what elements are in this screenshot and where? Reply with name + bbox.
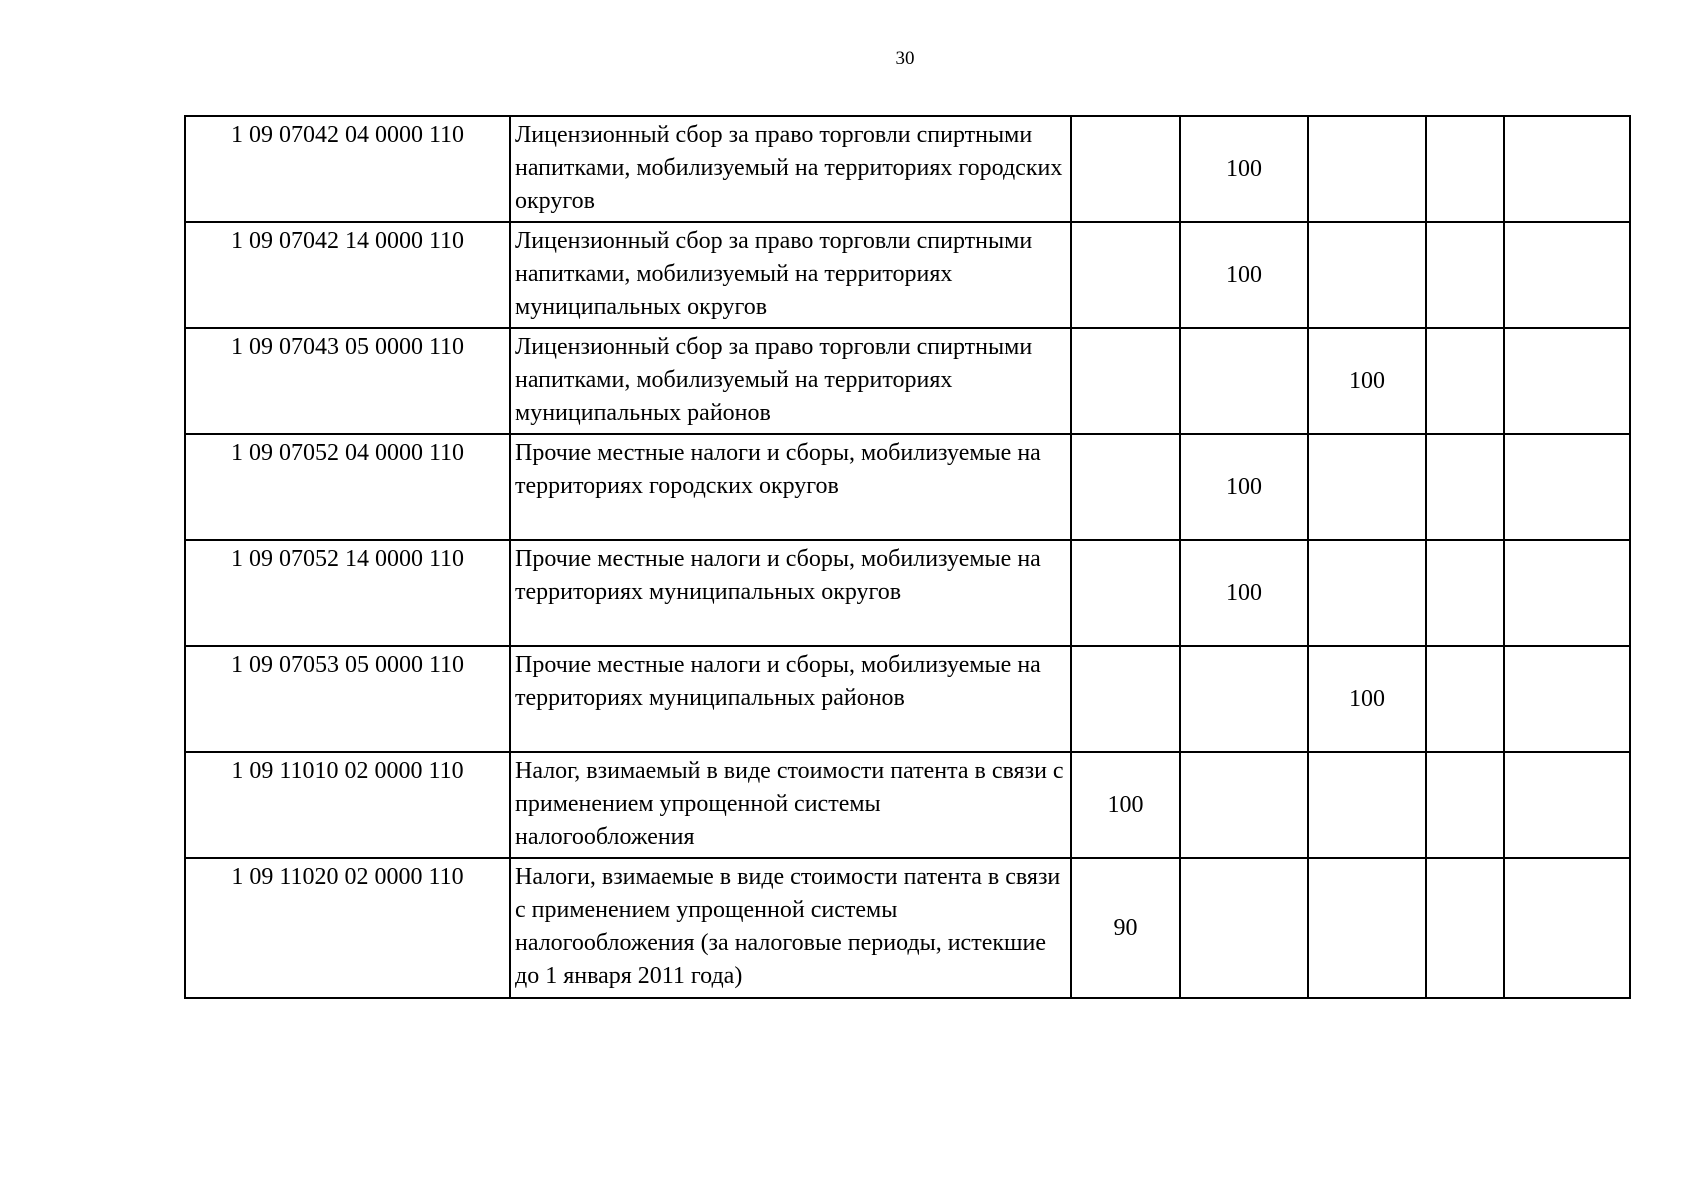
- revenue-name: Лицензионный сбор за право торговли спиртными напитками, мобилизуемый на территориях городских округов: [510, 116, 1071, 222]
- value-cell: [1426, 328, 1504, 434]
- value-cell: [1504, 328, 1630, 434]
- value-cell: 100: [1180, 540, 1308, 646]
- value-cell: [1071, 116, 1180, 222]
- value-cell: [1308, 434, 1426, 540]
- budget-code: 1 09 11010 02 0000 110: [185, 752, 510, 858]
- revenue-name: Прочие местные налоги и сборы, мобилизуемые на территориях городских округов: [510, 434, 1071, 540]
- value-cell: [1071, 222, 1180, 328]
- table-row: [185, 646, 1630, 752]
- budget-code: 1 09 07042 14 0000 110: [185, 222, 510, 328]
- budget-code: 1 09 07052 14 0000 110: [185, 540, 510, 646]
- value-cell: 100: [1308, 646, 1426, 752]
- budget-code: 1 09 07043 05 0000 110: [185, 328, 510, 434]
- value-cell: [1071, 328, 1180, 434]
- budget-code: 1 09 07052 04 0000 110: [185, 434, 510, 540]
- value-cell: 100: [1180, 116, 1308, 222]
- value-cell: [1071, 434, 1180, 540]
- value-cell: [1504, 434, 1630, 540]
- value-cell: [1426, 222, 1504, 328]
- revenue-name: Прочие местные налоги и сборы, мобилизуемые на территориях муниципальных округов: [510, 540, 1071, 646]
- value-cell: [1071, 646, 1180, 752]
- value-cell: [1426, 646, 1504, 752]
- value-cell: 100: [1180, 434, 1308, 540]
- value-cell: [1180, 646, 1308, 752]
- table-row: [185, 540, 1630, 646]
- revenue-name: Лицензионный сбор за право торговли спиртными напитками, мобилизуемый на территориях муниципальных округов: [510, 222, 1071, 328]
- table-row: [185, 116, 1630, 222]
- value-cell: [1426, 752, 1504, 858]
- budget-code: 1 09 07053 05 0000 110: [185, 646, 510, 752]
- budget-code: 1 09 11020 02 0000 110: [185, 858, 510, 998]
- value-cell: [1426, 434, 1504, 540]
- table-row: [185, 328, 1630, 434]
- value-cell: [1180, 858, 1308, 998]
- value-cell: [1180, 328, 1308, 434]
- value-cell: 100: [1180, 222, 1308, 328]
- value-cell: 100: [1308, 328, 1426, 434]
- value-cell: [1308, 540, 1426, 646]
- page-number: 30: [895, 48, 915, 69]
- value-cell: [1071, 540, 1180, 646]
- value-cell: [1308, 116, 1426, 222]
- revenue-name: Налоги, взимаемые в виде стоимости патента в связи с применением упрощенной системы налогообложения (за налоговые периоды, истекшие до 1 января 2011 года): [510, 858, 1071, 998]
- revenue-name: Лицензионный сбор за право торговли спиртными напитками, мобилизуемый на территориях муниципальных районов: [510, 328, 1071, 434]
- budget-code: 1 09 07042 04 0000 110: [185, 116, 510, 222]
- value-cell: [1426, 540, 1504, 646]
- value-cell: [1504, 646, 1630, 752]
- value-cell: [1180, 752, 1308, 858]
- table-row: [185, 858, 1630, 998]
- revenue-name: Прочие местные налоги и сборы, мобилизуемые на территориях муниципальных районов: [510, 646, 1071, 752]
- value-cell: [1308, 222, 1426, 328]
- value-cell: [1504, 858, 1630, 998]
- revenue-name: Налог, взимаемый в виде стоимости патента в связи с применением упрощенной системы налогообложения: [510, 752, 1071, 858]
- value-cell: [1426, 116, 1504, 222]
- value-cell: 100: [1071, 752, 1180, 858]
- table-row: [185, 222, 1630, 328]
- table-row: [185, 752, 1630, 858]
- value-cell: [1426, 858, 1504, 998]
- value-cell: 90: [1071, 858, 1180, 998]
- value-cell: [1504, 540, 1630, 646]
- value-cell: [1308, 858, 1426, 998]
- value-cell: [1504, 116, 1630, 222]
- table-row: [185, 434, 1630, 540]
- value-cell: [1308, 752, 1426, 858]
- value-cell: [1504, 222, 1630, 328]
- revenue-distribution-table: [184, 115, 1631, 999]
- value-cell: [1504, 752, 1630, 858]
